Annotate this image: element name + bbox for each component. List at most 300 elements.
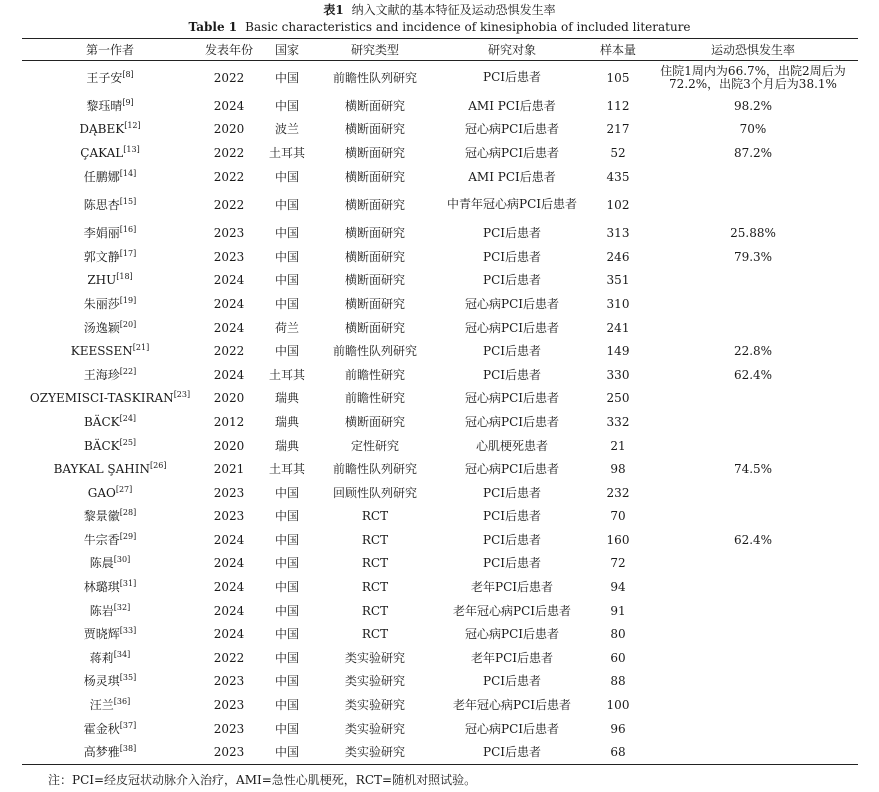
cell-sample-size: 21 xyxy=(610,438,626,453)
cell-sample-size: 94 xyxy=(610,580,626,595)
cell-sample-size: 149 xyxy=(606,344,630,359)
cell-incidence xyxy=(648,434,858,458)
reference-number: [36] xyxy=(113,697,131,707)
table-caption-en xyxy=(0,19,879,35)
author-name: BÄCK xyxy=(83,414,120,429)
cell-subject: PCI后患者 xyxy=(483,556,541,571)
table-label-cn: 表1 xyxy=(323,3,344,17)
cell-incidence: 住院1周内为66.7%，出院2周后为72.2%，出院3个月后为38.1% xyxy=(660,63,846,91)
table-caption-cn xyxy=(0,2,879,18)
reference-number: [26] xyxy=(150,461,167,471)
author-name: 牛宗香 xyxy=(83,532,120,547)
cell-study-type: 横断面研究 xyxy=(344,197,405,212)
cell-year: 2021 xyxy=(213,462,245,477)
cell-incidence: 62.4% xyxy=(733,532,773,547)
cell-author xyxy=(22,221,198,245)
cell-year: 2023 xyxy=(213,509,245,524)
cell-subject: 冠心病PCI后患者 xyxy=(465,462,559,477)
cell-subject: 冠心病PCI后患者 xyxy=(465,145,559,160)
cell-year: 2022 xyxy=(213,145,245,160)
author-name: 朱丽莎 xyxy=(83,296,120,311)
author-name: 陈思杏 xyxy=(83,197,120,212)
cell-year: 2022 xyxy=(213,197,245,212)
author-name: BÄCK xyxy=(83,438,120,453)
table-row xyxy=(22,221,858,245)
cell-sample-size: 310 xyxy=(606,296,630,311)
cell-country: 中国 xyxy=(274,556,299,571)
cell-year: 2024 xyxy=(213,580,245,595)
reference-number: [15] xyxy=(119,196,137,206)
cell-sample-size: 70 xyxy=(610,509,626,524)
cell-sample-size: 60 xyxy=(610,650,626,665)
author-name: 王子安 xyxy=(86,70,123,85)
reference-number: [24] xyxy=(119,413,137,423)
cell-incidence xyxy=(648,575,858,599)
reference-number: [22] xyxy=(119,366,137,376)
cell-incidence xyxy=(648,693,858,717)
cell-sample-size: 330 xyxy=(606,367,630,382)
cell-study-type: 横断面研究 xyxy=(344,320,405,335)
cell-author xyxy=(22,552,198,576)
cell-subject: 冠心病PCI后患者 xyxy=(465,391,559,406)
cell-incidence xyxy=(648,188,858,221)
cell-author xyxy=(22,670,198,694)
reference-number: [21] xyxy=(132,343,150,353)
cell-study-type: 前瞻性研究 xyxy=(344,367,405,382)
cell-study-type: 横断面研究 xyxy=(344,226,405,241)
cell-incidence: 25.88% xyxy=(730,226,776,241)
table-row xyxy=(22,693,858,717)
cell-year: 2020 xyxy=(213,122,245,137)
cell-study-type: 回顾性队列研究 xyxy=(332,485,417,500)
cell-sample-size: 98 xyxy=(610,462,626,477)
table-row xyxy=(22,387,858,411)
cell-sample-size: 250 xyxy=(606,391,630,406)
cell-author xyxy=(22,693,198,717)
cell-author xyxy=(22,622,198,646)
cell-year: 2024 xyxy=(213,627,245,642)
header-country: 国家 xyxy=(274,43,299,57)
cell-sample-size: 91 xyxy=(610,603,626,618)
table-row xyxy=(22,292,858,316)
cell-year: 2023 xyxy=(213,226,245,241)
table-footnote: 注：PCI=经皮冠状动脉介入治疗，AMI=急性心肌梗死，RCT=随机对照试验。 xyxy=(48,773,477,787)
cell-country: 中国 xyxy=(274,273,299,288)
reference-number: [35] xyxy=(119,673,137,683)
cell-subject: 冠心病PCI后患者 xyxy=(465,296,559,311)
cell-study-type: RCT xyxy=(361,532,389,547)
cell-author xyxy=(22,316,198,340)
cell-sample-size: 102 xyxy=(606,197,630,212)
cell-study-type: 横断面研究 xyxy=(344,169,405,184)
table-row xyxy=(22,363,858,387)
table-row xyxy=(22,740,858,764)
cell-year: 2024 xyxy=(213,556,245,571)
cell-incidence xyxy=(648,316,858,340)
author-name: BAYKAL ŞAHIN xyxy=(53,462,151,477)
table-row xyxy=(22,269,858,293)
reference-number: [30] xyxy=(113,555,131,565)
cell-incidence xyxy=(648,481,858,505)
cell-author xyxy=(22,118,198,142)
cell-incidence xyxy=(648,599,858,623)
cell-year: 2012 xyxy=(213,414,245,429)
header-author: 第一作者 xyxy=(85,43,134,57)
cell-incidence xyxy=(648,552,858,576)
table-row xyxy=(22,717,858,741)
cell-incidence: 74.5% xyxy=(733,462,773,477)
cell-year: 2020 xyxy=(213,391,245,406)
cell-sample-size: 105 xyxy=(606,70,630,85)
cell-country: 瑞典 xyxy=(274,414,299,429)
cell-subject: 老年PCI后患者 xyxy=(471,650,553,665)
author-name: ZHU xyxy=(87,273,117,288)
table-row xyxy=(22,552,858,576)
table-row xyxy=(22,316,858,340)
author-name: 郭文静 xyxy=(83,249,120,264)
cell-sample-size: 217 xyxy=(606,122,630,137)
cell-year: 2024 xyxy=(213,603,245,618)
table-title-en: Basic characteristics and incidence of kinesiphobia of included literature xyxy=(245,20,691,34)
cell-country: 中国 xyxy=(274,603,299,618)
cell-study-type: 横断面研究 xyxy=(344,122,405,137)
cell-country: 中国 xyxy=(274,98,299,113)
cell-sample-size: 68 xyxy=(610,745,626,760)
cell-incidence: 87.2% xyxy=(733,145,773,160)
cell-country: 中国 xyxy=(274,721,299,736)
reference-number: [17] xyxy=(119,248,137,258)
cell-incidence xyxy=(648,740,858,764)
cell-author xyxy=(22,94,198,118)
author-name: GAO xyxy=(87,485,116,500)
author-name: DĄBEK xyxy=(79,122,125,137)
cell-country: 中国 xyxy=(274,627,299,642)
reference-number: [8] xyxy=(122,69,134,79)
cell-study-type: 定性研究 xyxy=(350,438,399,453)
cell-subject: PCI后患者 xyxy=(483,509,541,524)
cell-country: 中国 xyxy=(274,674,299,689)
cell-incidence xyxy=(648,717,858,741)
cell-sample-size: 313 xyxy=(606,226,630,241)
cell-sample-size: 332 xyxy=(606,414,630,429)
cell-author xyxy=(22,339,198,363)
cell-study-type: RCT xyxy=(361,603,389,618)
cell-incidence: 98.2% xyxy=(733,98,773,113)
cell-country: 中国 xyxy=(274,745,299,760)
author-name: 黎珏晴 xyxy=(86,98,123,113)
cell-subject: 中青年冠心病PCI后患者 xyxy=(447,197,577,212)
cell-sample-size: 100 xyxy=(606,698,630,713)
cell-author xyxy=(22,61,198,95)
cell-study-type: 前瞻性队列研究 xyxy=(332,344,417,359)
cell-author xyxy=(22,188,198,221)
reference-number: [20] xyxy=(119,319,137,329)
cell-country: 土耳其 xyxy=(268,367,305,382)
author-name: 杨灵琪 xyxy=(83,674,120,689)
author-name: 贾晓辉 xyxy=(83,627,120,642)
cell-subject: 老年PCI后患者 xyxy=(471,580,553,595)
reference-number: [25] xyxy=(119,437,137,447)
reference-number: [23] xyxy=(173,390,191,400)
table-row xyxy=(22,339,858,363)
cell-subject: PCI后患者 xyxy=(483,226,541,241)
cell-incidence xyxy=(648,670,858,694)
cell-subject: AMI PCI后患者 xyxy=(468,169,556,184)
author-name: 林璐琪 xyxy=(83,580,120,595)
cell-year: 2022 xyxy=(213,650,245,665)
cell-subject: PCI后患者 xyxy=(483,273,541,288)
cell-country: 中国 xyxy=(274,650,299,665)
author-name: 李娟丽 xyxy=(83,226,120,241)
cell-author xyxy=(22,387,198,411)
author-name: 汪兰 xyxy=(89,698,114,713)
cell-author xyxy=(22,575,198,599)
author-name: 高梦雅 xyxy=(83,745,120,760)
cell-study-type: 横断面研究 xyxy=(344,98,405,113)
cell-subject: 冠心病PCI后患者 xyxy=(465,414,559,429)
cell-country: 荷兰 xyxy=(274,320,299,335)
cell-country: 土耳其 xyxy=(268,145,305,160)
cell-subject: PCI后患者 xyxy=(483,367,541,382)
table-row xyxy=(22,165,858,189)
cell-author xyxy=(22,165,198,189)
cell-author xyxy=(22,141,198,165)
literature-table xyxy=(22,38,858,765)
cell-subject: 冠心病PCI后患者 xyxy=(465,627,559,642)
cell-country: 中国 xyxy=(274,509,299,524)
cell-author xyxy=(22,410,198,434)
cell-year: 2020 xyxy=(213,438,245,453)
cell-incidence xyxy=(648,292,858,316)
cell-year: 2023 xyxy=(213,698,245,713)
cell-study-type: 前瞻性队列研究 xyxy=(332,70,417,85)
cell-country: 瑞典 xyxy=(274,391,299,406)
table-row xyxy=(22,410,858,434)
author-name: 汤逸颖 xyxy=(83,320,120,335)
header-incidence: 运动恐惧发生率 xyxy=(710,43,795,57)
cell-study-type: 类实验研究 xyxy=(344,721,405,736)
cell-country: 中国 xyxy=(274,169,299,184)
cell-incidence: 70% xyxy=(739,122,767,137)
cell-sample-size: 52 xyxy=(610,145,626,160)
table-body xyxy=(22,61,858,765)
reference-number: [33] xyxy=(119,626,137,636)
cell-incidence xyxy=(648,269,858,293)
reference-number: [27] xyxy=(115,484,133,494)
table-row xyxy=(22,646,858,670)
reference-number: [13] xyxy=(123,144,140,154)
table-row xyxy=(22,457,858,481)
cell-country: 中国 xyxy=(274,580,299,595)
cell-study-type: RCT xyxy=(361,580,389,595)
cell-subject: PCI后患者 xyxy=(483,249,541,264)
author-name: 王海珍 xyxy=(83,367,120,382)
cell-study-type: 类实验研究 xyxy=(344,674,405,689)
cell-sample-size: 241 xyxy=(606,320,630,335)
cell-country: 中国 xyxy=(274,197,299,212)
reference-number: [28] xyxy=(119,508,137,518)
cell-year: 2022 xyxy=(213,344,245,359)
cell-incidence: 79.3% xyxy=(733,249,773,264)
cell-author xyxy=(22,505,198,529)
reference-number: [34] xyxy=(113,649,131,659)
author-name: 黎景徽 xyxy=(83,509,120,524)
cell-study-type: 前瞻性研究 xyxy=(344,391,405,406)
cell-country: 中国 xyxy=(274,485,299,500)
table-row xyxy=(22,575,858,599)
cell-incidence xyxy=(648,646,858,670)
cell-subject: 冠心病PCI后患者 xyxy=(465,122,559,137)
cell-sample-size: 96 xyxy=(610,721,626,736)
cell-sample-size: 160 xyxy=(606,532,630,547)
cell-subject: PCI后患者 xyxy=(483,70,541,84)
cell-sample-size: 232 xyxy=(606,485,630,500)
cell-subject: 心肌梗死患者 xyxy=(475,438,548,453)
cell-subject: 冠心病PCI后患者 xyxy=(465,721,559,736)
reference-number: [32] xyxy=(113,602,131,612)
header-year: 发表年份 xyxy=(204,43,253,57)
cell-subject: 冠心病PCI后患者 xyxy=(465,320,559,335)
cell-year: 2023 xyxy=(213,249,245,264)
cell-study-type: 前瞻性队列研究 xyxy=(332,462,417,477)
cell-year: 2023 xyxy=(213,485,245,500)
cell-subject: 老年冠心病PCI后患者 xyxy=(453,698,571,713)
cell-incidence: 22.8% xyxy=(733,344,773,359)
table-header-row xyxy=(22,39,858,61)
cell-year: 2024 xyxy=(213,296,245,311)
cell-study-type: RCT xyxy=(361,556,389,571)
cell-country: 中国 xyxy=(274,698,299,713)
author-name: 任鹏娜 xyxy=(83,169,120,184)
cell-study-type: 横断面研究 xyxy=(344,273,405,288)
cell-year: 2023 xyxy=(213,745,245,760)
table-row xyxy=(22,245,858,269)
reference-number: [31] xyxy=(119,579,137,589)
cell-country: 中国 xyxy=(274,70,299,85)
cell-study-type: 类实验研究 xyxy=(344,745,405,760)
header-study-type: 研究类型 xyxy=(350,43,399,57)
table-row xyxy=(22,141,858,165)
cell-country: 波兰 xyxy=(274,122,299,137)
cell-study-type: 横断面研究 xyxy=(344,414,405,429)
table-row xyxy=(22,622,858,646)
cell-sample-size: 435 xyxy=(606,169,630,184)
cell-author xyxy=(22,740,198,764)
cell-author xyxy=(22,599,198,623)
cell-author xyxy=(22,245,198,269)
reference-number: [38] xyxy=(119,744,137,754)
cell-year: 2023 xyxy=(213,674,245,689)
table-row xyxy=(22,94,858,118)
cell-country: 中国 xyxy=(274,249,299,264)
cell-year: 2023 xyxy=(213,721,245,736)
cell-author xyxy=(22,292,198,316)
cell-country: 中国 xyxy=(274,226,299,241)
table-row xyxy=(22,505,858,529)
cell-incidence xyxy=(648,622,858,646)
table-row xyxy=(22,599,858,623)
cell-year: 2022 xyxy=(213,70,245,85)
author-name: 霍金秋 xyxy=(83,721,120,736)
header-subject: 研究对象 xyxy=(487,43,536,57)
cell-author xyxy=(22,434,198,458)
cell-year: 2024 xyxy=(213,532,245,547)
cell-study-type: 横断面研究 xyxy=(344,296,405,311)
cell-incidence xyxy=(648,165,858,189)
table-row xyxy=(22,118,858,142)
cell-incidence xyxy=(648,387,858,411)
cell-author xyxy=(22,457,198,481)
cell-country: 中国 xyxy=(274,344,299,359)
cell-sample-size: 72 xyxy=(610,556,626,571)
cell-author xyxy=(22,717,198,741)
cell-study-type: 类实验研究 xyxy=(344,650,405,665)
cell-incidence xyxy=(648,505,858,529)
cell-country: 土耳其 xyxy=(268,462,305,477)
cell-country: 瑞典 xyxy=(274,438,299,453)
cell-study-type: 横断面研究 xyxy=(344,249,405,264)
author-name: 陈岩 xyxy=(89,603,114,618)
cell-sample-size: 88 xyxy=(610,674,626,689)
table-row xyxy=(22,434,858,458)
reference-number: [12] xyxy=(124,121,141,131)
table-label-en: Table 1 xyxy=(188,20,238,34)
table-row xyxy=(22,481,858,505)
cell-sample-size: 351 xyxy=(606,273,630,288)
reference-number: [16] xyxy=(119,225,137,235)
cell-country: 中国 xyxy=(274,532,299,547)
cell-country: 中国 xyxy=(274,296,299,311)
author-name: ÇAKAL xyxy=(80,145,124,160)
cell-author xyxy=(22,646,198,670)
header-sample-size: 样本量 xyxy=(599,43,636,57)
cell-author xyxy=(22,363,198,387)
cell-year: 2024 xyxy=(213,98,245,113)
cell-subject: PCI后患者 xyxy=(483,485,541,500)
cell-sample-size: 80 xyxy=(610,627,626,642)
cell-study-type: RCT xyxy=(361,509,389,524)
cell-subject: AMI PCI后患者 xyxy=(468,98,556,113)
author-name: 蒋莉 xyxy=(89,650,114,665)
cell-subject: PCI后患者 xyxy=(483,344,541,359)
cell-subject: PCI后患者 xyxy=(483,674,541,689)
cell-year: 2022 xyxy=(213,169,245,184)
table-row xyxy=(22,188,858,221)
table-row xyxy=(22,61,858,95)
cell-author xyxy=(22,528,198,552)
author-name: OZYEMISCI-TASKIRAN xyxy=(29,391,174,406)
cell-author xyxy=(22,481,198,505)
cell-subject: PCI后患者 xyxy=(483,745,541,760)
table-row xyxy=(22,528,858,552)
reference-number: [14] xyxy=(119,168,137,178)
reference-number: [19] xyxy=(119,295,137,305)
cell-year: 2024 xyxy=(213,367,245,382)
author-name: 陈晨 xyxy=(89,556,114,571)
cell-study-type: 横断面研究 xyxy=(344,145,405,160)
table-row xyxy=(22,670,858,694)
cell-study-type: RCT xyxy=(361,627,389,642)
table-title-cn: 纳入文献的基本特征及运动恐惧发生率 xyxy=(351,3,556,17)
cell-sample-size: 246 xyxy=(606,249,630,264)
cell-author xyxy=(22,269,198,293)
cell-incidence xyxy=(648,410,858,434)
cell-year: 2024 xyxy=(213,273,245,288)
reference-number: [9] xyxy=(122,97,134,107)
cell-sample-size: 112 xyxy=(606,98,630,113)
cell-study-type: 类实验研究 xyxy=(344,698,405,713)
reference-number: [29] xyxy=(119,531,137,541)
